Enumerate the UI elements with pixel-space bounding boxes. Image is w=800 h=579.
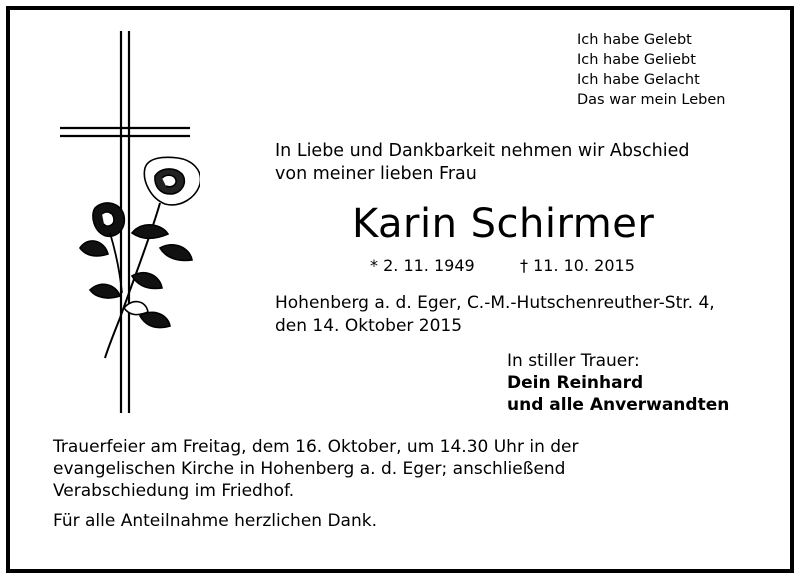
service-line: Verabschiedung im Friedhof. <box>53 481 295 501</box>
service-info <box>53 436 579 502</box>
intro-text <box>275 140 690 186</box>
mourners-label: In stiller Trauer: <box>507 351 640 371</box>
deceased-name: Karin Schirmer <box>352 201 655 247</box>
place-line: den 14. Oktober 2015 <box>275 316 463 336</box>
poem-line: Ich habe Gelacht <box>577 72 700 88</box>
mourner-name: und alle Anverwandten <box>507 395 730 415</box>
mourners <box>507 350 729 416</box>
poem-line: Ich habe Geliebt <box>577 52 696 68</box>
cross-icon <box>50 28 200 418</box>
service-line: evangelischen Kirche in Hohenberg a. d. Eger; anschließend <box>53 459 566 479</box>
place-date <box>275 292 715 338</box>
intro-line: von meiner lieben Frau <box>275 164 477 184</box>
intro-line: In Liebe und Dankbarkeit nehmen wir Abschied <box>275 141 690 161</box>
rose-icon <box>80 157 200 358</box>
poem-line: Ich habe Gelebt <box>577 32 692 48</box>
service-line: Trauerfeier am Freitag, dem 16. Oktober, um 14.30 Uhr in der <box>53 437 579 457</box>
death-date: † 11. 10. 2015 <box>520 256 635 275</box>
birth-date: * 2. 11. 1949 <box>370 256 475 275</box>
thanks-text: Für alle Anteilnahme herzlichen Dank. <box>53 511 377 531</box>
poem-line: Das war mein Leben <box>577 92 726 108</box>
mourner-name: Dein Reinhard <box>507 373 644 393</box>
place-line: Hohenberg a. d. Eger, C.-M.-Hutschenreuther-Str. 4, <box>275 293 715 313</box>
poem <box>577 30 725 110</box>
